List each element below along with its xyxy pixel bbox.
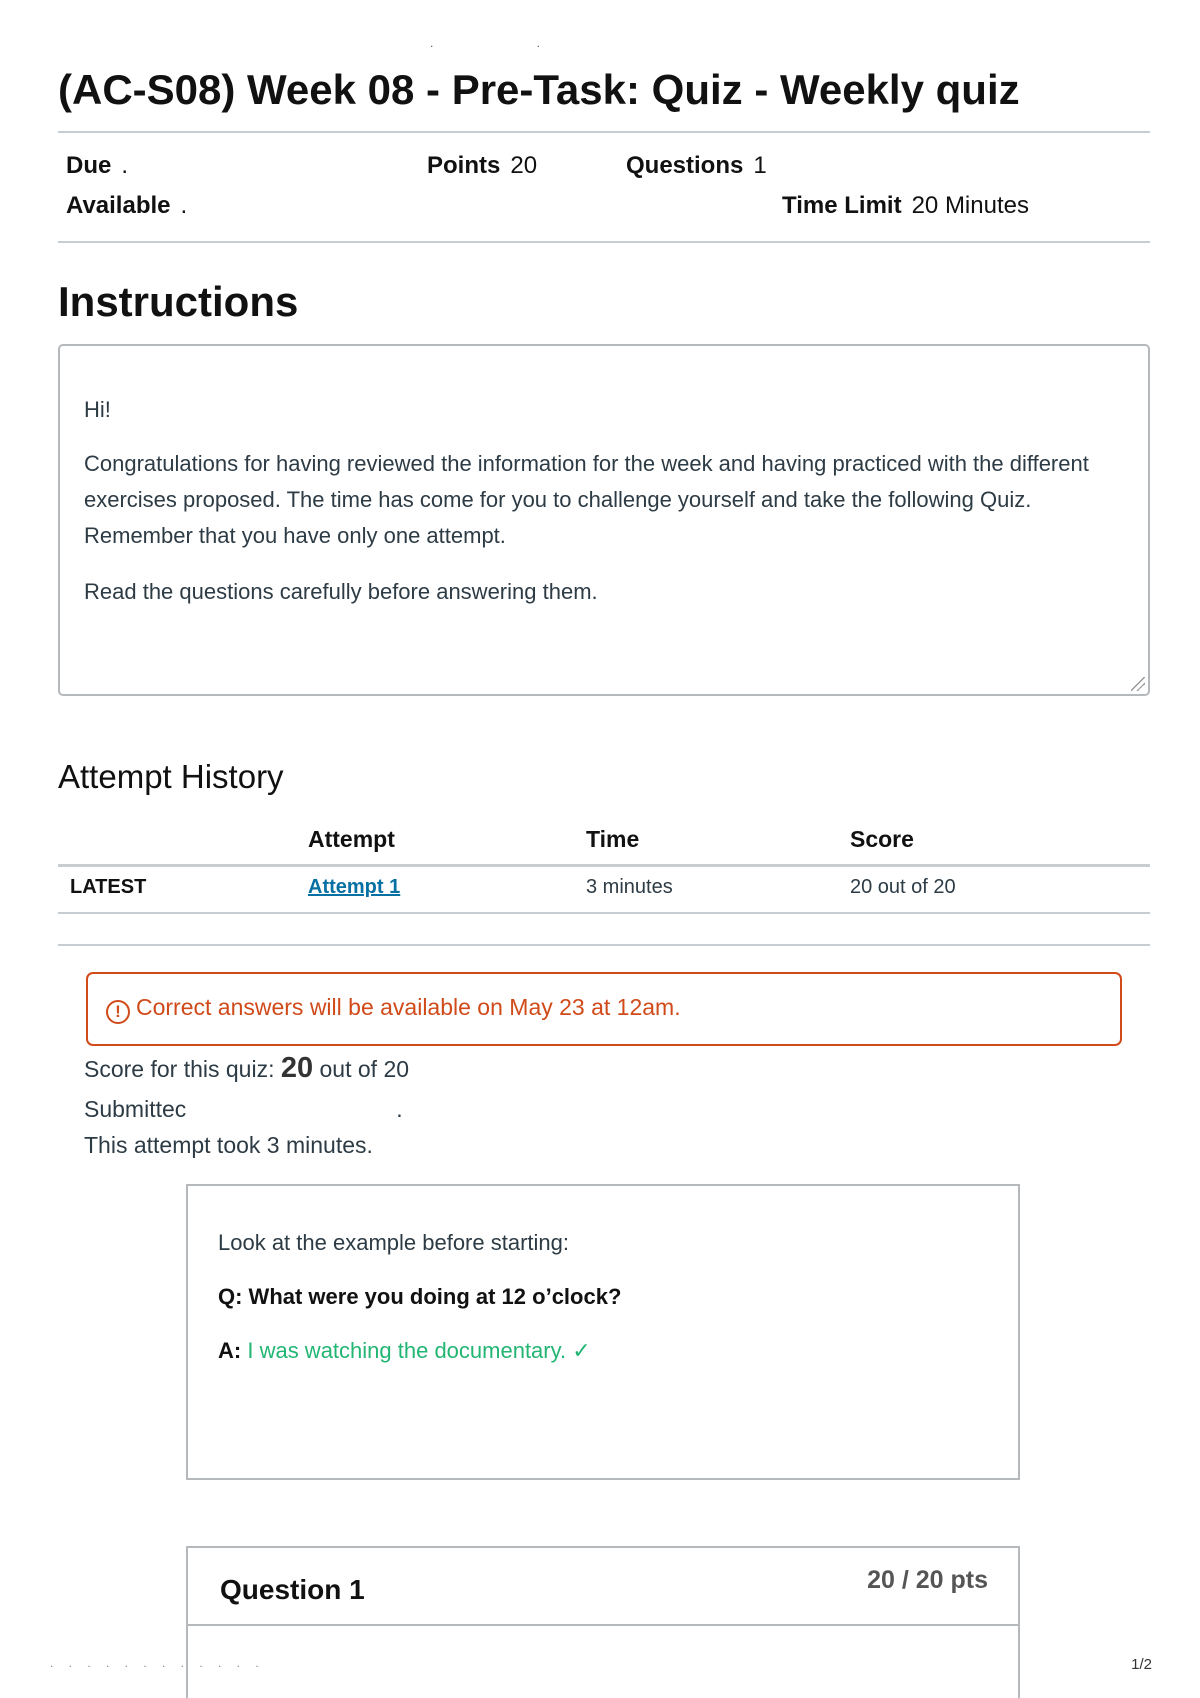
page-number: 1/2 xyxy=(1131,1656,1152,1673)
checkmark-icon: ✓ xyxy=(572,1338,591,1363)
question-points: 20 / 20 pts xyxy=(867,1566,988,1594)
table-divider xyxy=(58,912,1150,914)
time-cell: 3 minutes xyxy=(586,876,673,898)
available-label: Available xyxy=(66,192,171,219)
instructions-paragraph: Read the questions carefully before answering them. xyxy=(84,579,598,604)
points-label: Points xyxy=(427,152,501,179)
latest-label: LATEST xyxy=(70,876,147,898)
footer-url: . . . . . . . . . . . . xyxy=(50,1656,265,1670)
meta-due xyxy=(66,152,128,180)
instructions-heading: Instructions xyxy=(58,278,299,325)
answer-label: A: xyxy=(218,1338,242,1363)
meta-points xyxy=(427,152,537,180)
score-cell: 20 out of 20 xyxy=(850,876,956,898)
exclamation-circle-icon: ! xyxy=(106,1000,130,1024)
points-value: 20 xyxy=(510,152,538,179)
column-header-time: Time xyxy=(586,826,640,852)
meta-questions xyxy=(626,152,767,180)
due-value: . xyxy=(121,152,129,179)
meta-time-limit xyxy=(782,192,1029,220)
submitted-line xyxy=(84,1096,403,1123)
attempt-duration: This attempt took 3 minutes. xyxy=(84,1132,373,1158)
due-label: Due xyxy=(66,152,112,179)
time-limit-label: Time Limit xyxy=(782,192,902,219)
attempt-link[interactable]: Attempt 1 xyxy=(308,876,401,898)
column-header-score: Score xyxy=(850,826,914,852)
submitted-text: Submittec xyxy=(84,1096,187,1122)
instructions-greeting: Hi! xyxy=(84,397,111,422)
score-value: 20 xyxy=(280,1052,314,1084)
instructions-box[interactable] xyxy=(58,344,1150,696)
question-header xyxy=(188,1548,1018,1626)
score-suffix: out of 20 xyxy=(319,1056,410,1082)
answer-text: I was watching the documentary. xyxy=(247,1338,567,1363)
divider xyxy=(58,241,1150,243)
example-intro: Look at the example before starting: xyxy=(218,1230,569,1255)
top-dots: . . xyxy=(430,36,591,50)
question-title: Question 1 xyxy=(220,1574,365,1605)
correct-answers-alert xyxy=(86,972,1122,1046)
page-title: (AC-S08) Week 08 - Pre-Task: Quiz - Weekly quiz xyxy=(58,66,1020,113)
submitted-tail: . xyxy=(396,1096,403,1122)
alert-text: Correct answers will be available on May 23 at 12am. xyxy=(136,994,681,1020)
meta-available xyxy=(66,192,187,220)
example-question: Q: What were you doing at 12 o’clock? xyxy=(218,1284,622,1309)
resize-handle-icon[interactable] xyxy=(1131,677,1145,691)
column-header-attempt: Attempt xyxy=(308,826,395,852)
time-limit-value: 20 Minutes xyxy=(911,192,1029,219)
attempt-cell xyxy=(308,876,400,899)
questions-label: Questions xyxy=(626,152,744,179)
divider xyxy=(58,944,1150,946)
available-value: . xyxy=(180,192,188,219)
score-prefix: Score for this quiz: xyxy=(84,1056,275,1082)
instructions-paragraph: Congratulations for having reviewed the information for the week and having practiced with the different exercises proposed. The time has come for you to challenge yourself and take the following Quiz. Remember that you have only one attempt. xyxy=(84,451,1089,548)
example-card xyxy=(186,1184,1020,1480)
attempt-history-heading: Attempt History xyxy=(58,758,284,795)
table-divider xyxy=(58,864,1150,867)
questions-value: 1 xyxy=(753,152,767,179)
question-card xyxy=(186,1546,1020,1698)
score-summary xyxy=(84,1052,409,1085)
example-answer xyxy=(218,1336,988,1366)
divider xyxy=(58,131,1150,133)
